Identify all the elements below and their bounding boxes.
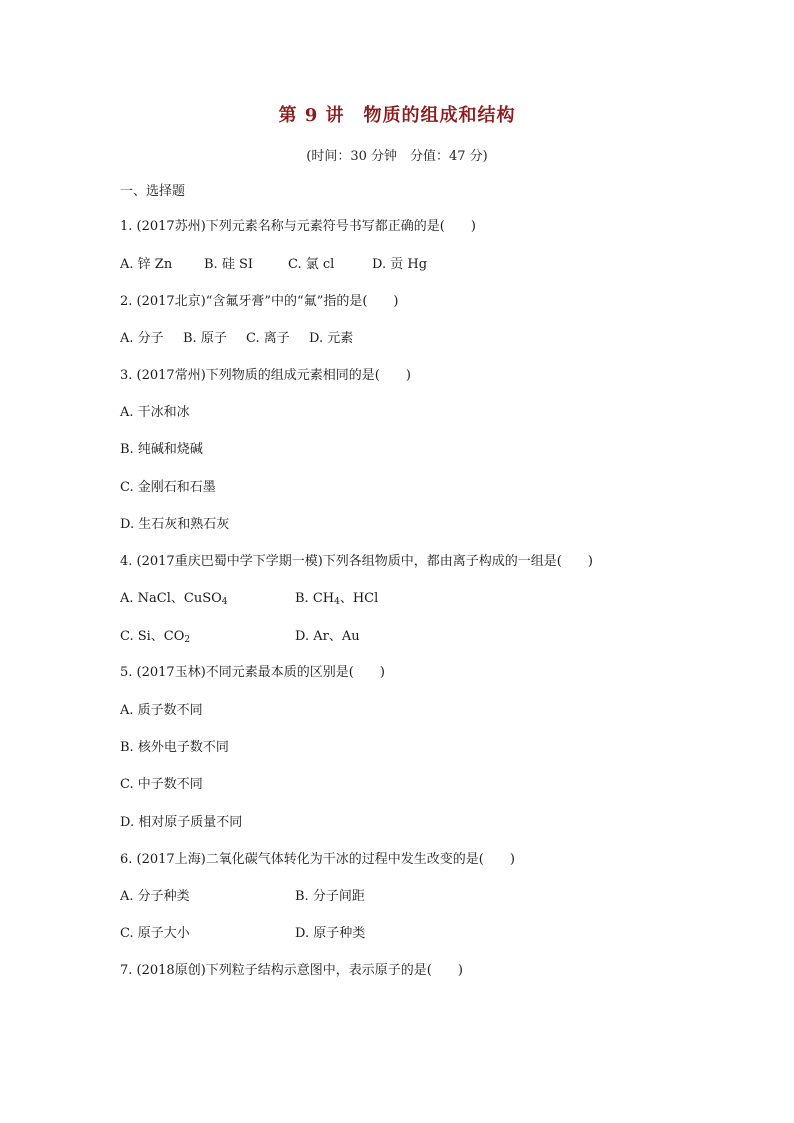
q5-option-d: D. 相对原子质量不同 xyxy=(120,815,243,830)
q5-option-c: C. 中子数不同 xyxy=(120,777,203,792)
q5-option-b: B. 核外电子数不同 xyxy=(120,740,229,755)
question-1-stem: 1. (2017苏州)下列元素名称与元素符号书写都正确的是( ) xyxy=(120,219,476,234)
q3-option-a: A. 干冰和冰 xyxy=(120,405,190,420)
q4-option-b xyxy=(295,589,378,612)
q6-option-d: D. 原子种类 xyxy=(295,926,366,941)
question-2-stem: 2. (2017北京)“含氟牙膏”中的“氟”指的是( ) xyxy=(120,294,399,309)
q3-option-b: B. 纯碱和烧碱 xyxy=(120,442,203,457)
q4-option-c xyxy=(120,627,190,650)
q6-option-b: B. 分子间距 xyxy=(295,889,365,904)
question-4-stem: 4. (2017重庆巴蜀中学下学期一模)下列各组物质中，都由离子构成的一组是( ) xyxy=(120,554,593,569)
q4-option-c-subscript: 2 xyxy=(184,635,191,645)
q4-option-b-subscript: 4 xyxy=(334,597,340,607)
q1-option-b: B. 硅 SI xyxy=(204,257,253,272)
q1-option-c: C. 氯 cl xyxy=(288,257,335,272)
q4-option-a xyxy=(120,589,228,612)
section-heading: 一、选择题 xyxy=(120,184,186,199)
question-6-stem: 6. (2017上海)二氧化碳气体转化为干冰的过程中发生改变的是( ) xyxy=(120,852,515,867)
q4-option-d: D. Ar、Au xyxy=(295,629,360,644)
q4-option-a-subscript: 4 xyxy=(221,597,228,607)
q4-option-c-text: C. Si、CO xyxy=(120,629,185,644)
question-7-stem: 7. (2018原创)下列粒子结构示意图中，表示原子的是( ) xyxy=(120,963,463,978)
q3-option-d: D. 生石灰和熟石灰 xyxy=(120,517,230,532)
q2-option-b: B. 原子 xyxy=(183,331,227,346)
page-title: 第 9 讲 物质的组成和结构 xyxy=(278,105,516,126)
q1-option-a: A. 锌 Zn xyxy=(120,257,173,272)
page-subtitle: (时间：30 分钟 分值：47 分) xyxy=(306,149,488,164)
q4-option-b-text: B. CH xyxy=(295,591,335,606)
question-5-stem: 5. (2017玉林)不同元素最本质的区别是( ) xyxy=(120,665,385,680)
q1-option-d: D. 贡 Hg xyxy=(372,257,428,272)
q4-option-b-tail: 、HCl xyxy=(339,591,379,606)
q6-option-a: A. 分子种类 xyxy=(120,889,190,904)
q5-option-a: A. 质子数不同 xyxy=(120,703,203,718)
q4-option-a-text: A. NaCl、CuSO xyxy=(120,591,222,606)
q2-option-d: D. 元素 xyxy=(309,331,354,346)
q6-option-c: C. 原子大小 xyxy=(120,926,190,941)
question-3-stem: 3. (2017常州)下列物质的组成元素相同的是( ) xyxy=(120,368,411,383)
q2-option-a: A. 分子 xyxy=(120,331,164,346)
q3-option-c: C. 金刚石和石墨 xyxy=(120,480,216,495)
q2-option-c: C. 离子 xyxy=(246,331,290,346)
